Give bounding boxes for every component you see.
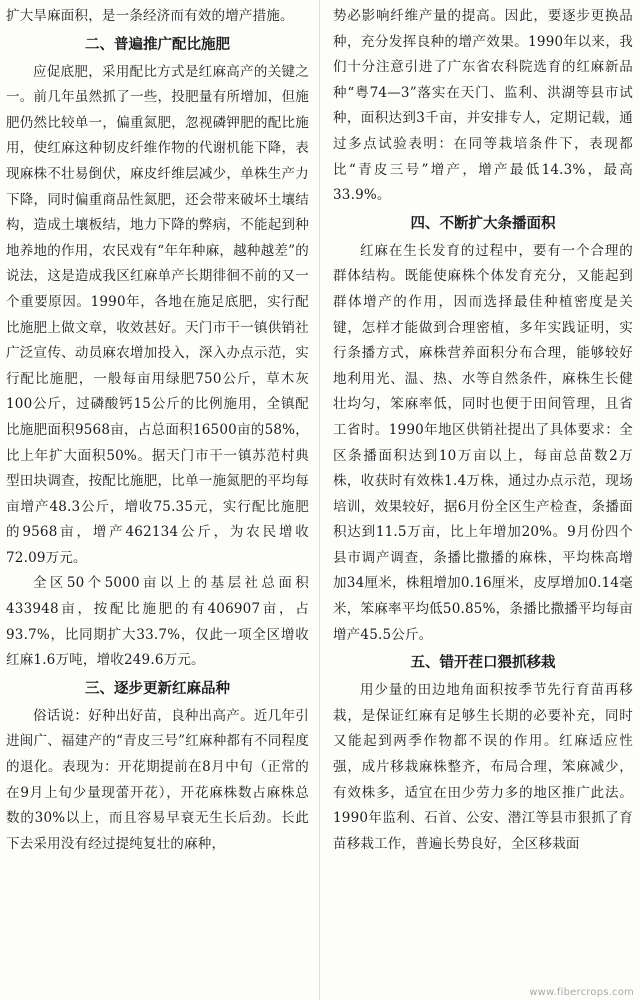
intro-paragraph: 扩大旱麻面积，是一条经济而有效的增产措施。 (6, 8, 294, 24)
paragraph: 俗话说：好种出好苗，良种出高产。近几年引进闽广、福建产的“青皮三号”红麻种都有不同程度的退化。表现为：开花期提前在8月中旬（正常的在9月上旬少量现蕾开花），开花麻株数占麻株总数的30%以上，而且容易早衰无生长后劲。长此下去采用没有经过提纯复壮的麻种， (6, 707, 309, 852)
paragraph: 应促底肥，采用配比方式是红麻高产的关键之一。前几年虽然抓了一些，投肥量有所增加，但施肥仍然比较单一，偏重氮肥，忽视磷钾肥的配比施用，使红麻这种韧皮纤维作物的代谢机能下降，表现麻株不壮易倒伏，麻皮纤维层减少，单株生产力下降，同时偏重商品性氮肥，还会带来破坏土壤结构，造成土壤板结，地力下降的弊病，不能起到种地养地的作用，农民戏有“年年种麻，越种越差”的说法，这是造成我区红麻单产长期徘徊不前的又一个重要原因。1990年，各地在施足底肥，实行配比施肥上做文章，收效甚好。天门市干一镇供销社广泛宣传、动员麻农增加投入，深入办点示范，实行配比施肥，一般每亩用绿肥750公斤，草木灰100公斤，过磷酸钙15公斤的比例施用，全镇配比施肥面积9568亩，占总面积16500亩的58%，比上年扩大面积50%。据天门市干一镇苏范村典型田块调查，按配比施肥，比单一施氮肥的平均每亩增产48.3公斤，增收75.35元，实行配比施肥的9568亩，增产462134公斤，为农民增收72.09万元。 (6, 63, 309, 566)
watermark: www.fibercrops.com (529, 987, 634, 998)
paragraph: 全区50个5000亩以上的基层社总面积433948亩，按配比施肥的有406907亩，占93.7%，比同期扩大33.7%，仅此一项全区增收红麻1.6万吨，增收249.6万元。 (6, 575, 309, 669)
section-heading-5: 五、错开茬口猥抓移栽 (410, 655, 556, 672)
section-heading-3: 三、逐步更新红麻品种 (85, 680, 230, 697)
paragraph: 用少量的田边地角面积按季节先行育苗再移栽，是保证红麻有足够生长期的必要补充，同时又能起到两季作物都不误的作用。红麻适应性强，成片移栽麻株整齐，布局合理，笨麻减少，有效株多，适宜在田少劳力多的地区推广此法。1990年监利、石首、公安、潜江等县市狠抓了育苗移栽工作，普遍长势良好，全区移栽面 (333, 682, 633, 852)
right-column (333, 4, 633, 857)
paragraph: 红麻在生长发育的过程中，要有一个合理的群体结构。既能使麻株个体发育充分，又能起到群体增产的作用，因而选择最佳种植密度是关键，怎样才能做到合理密植，多年实践证明，实行条播方式，麻株营养面积分布合理，能够较好地利用光、温、热、水等自然条件，麻株生长健壮均匀，笨麻率低，同时也便于田间管理，且省工省时。1990年地区供销社提出了具体要求：全区条播面积达到10万亩以上，每亩总苗数2万株，收获时有效株1.4万株，通过办点示范，现场培训，效果较好，据6月份全区生产检查，条播面积达到11.5万亩，比上年增加20%。9月份四个县市调产调查，条播比撒播的麻株，平均株高增加34厘米，株粗增加0.16厘米，皮厚增加0.14毫米，笨麻率平均低50.85%，条播比撒播平均每亩增产45.5公斤。 (333, 242, 633, 643)
column-divider (319, 0, 320, 1000)
left-column (6, 4, 309, 857)
section-heading-4: 四、不断扩大条播面积 (410, 215, 556, 232)
paragraph-continued: 势必影响纤维产量的提高。因此，要逐步更换品种，充分发挥良种的增产效果。1990年以来，我们十分注意引进了广东省农科院选育的红麻新品种“粤74—3”落实在天门、监利、洪湖等县市试种，面积达到3千亩，并安排专人，定期记载，通过多点试验表明：在同等栽培条件下，表现都比“青皮三号”增产，增产最低14.3%，最高33.9%。 (333, 8, 633, 204)
section-heading-2: 二、普遍推广配比施肥 (85, 36, 230, 53)
